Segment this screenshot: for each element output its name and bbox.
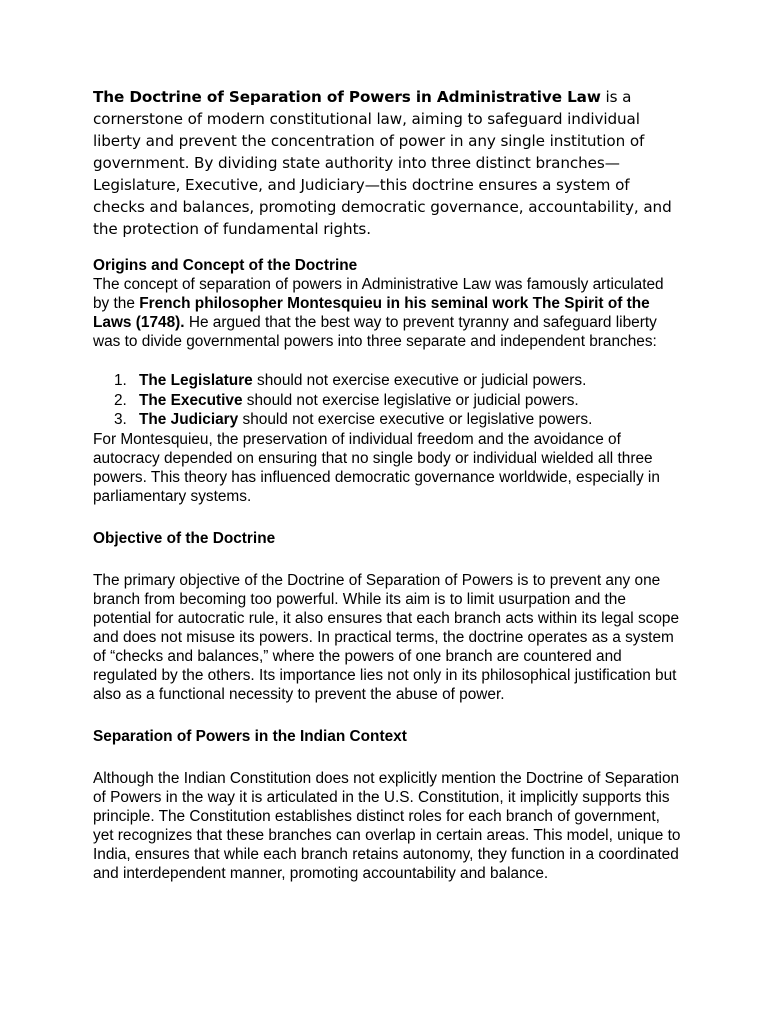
origins-paragraph-1 — [93, 275, 683, 351]
list-item-bold: The Legislature — [139, 372, 253, 389]
list-number: 3. — [114, 411, 127, 428]
list-item-bold: The Executive — [139, 391, 243, 409]
indian-context-paragraph: Although the Indian Constitution does not explicitly mention the Doctrine of Separation of Powers in the way it is articulated in the U.S. Constitution, it implicitly supports this principle. The Constitution establishes distinct roles for each branch of government, yet recognizes that these branches can overlap in certain areas. This model, unique to India, ensures that while each branch retains autonomy, they function in a coordinated and interdependent manner, promoting accountability and balance. — [93, 769, 681, 882]
origins-heading: Origins and Concept of the Doctrine — [93, 257, 358, 274]
document-page — [93, 86, 683, 883]
branches-list — [93, 371, 683, 430]
list-item-bold: The Judiciary — [139, 411, 239, 428]
list-item — [93, 410, 683, 430]
list-item-text: should not exercise executive or legislative powers. — [238, 411, 593, 428]
objective-heading: Objective of the Doctrine — [93, 529, 276, 547]
indian-context-heading: Separation of Powers in the Indian Context — [93, 727, 407, 745]
origins-p1-bold: French philosopher Montesquieu in his seminal work The Spirit of the Laws (1748). — [93, 295, 650, 331]
origins-p1-b: He argued that the best way to prevent tyranny and safeguard liberty was to divide governmental powers into three separate and independent branches: — [93, 314, 657, 350]
list-number: 1. — [114, 372, 127, 389]
intro-text: is a cornerstone of modern constitutional law, aiming to safeguard individual liberty and prevent the concentration of power in any single institution of government. By dividing state authority into three distinct branches—Legislature, Executive, and Judiciary—this doctrine ensures a system of checks and balances, promoting democratic governance, accountability, and the protection of fundamental rights. — [93, 88, 672, 238]
list-number: 2. — [114, 391, 127, 409]
origins-paragraph-2: For Montesquieu, the preservation of individual freedom and the avoidance of autocracy depended on ensuring that no single body or individual wielded all three powers. This theory has influenced democratic governance worldwide, especially in parliamentary systems. — [93, 430, 660, 505]
list-item-text: should not exercise legislative or judicial powers. — [242, 391, 579, 409]
intro-paragraph — [93, 86, 683, 240]
objective-paragraph: The primary objective of the Doctrine of Separation of Powers is to prevent any one branch from becoming too powerful. While its aim is to limit usurpation and the potential for autocratic rule, it also ensures that each branch acts within its legal scope and does not misuse its powers. In practical terms, the doctrine operates as a system of “checks and balances,” where the powers of one branch are countered and regulated by the others. Its importance lies not only in its philosophical justification but also as a functional necessity to prevent the abuse of power. — [93, 571, 680, 703]
list-item — [93, 391, 683, 411]
list-item — [93, 371, 683, 391]
list-item-text: should not exercise executive or judicial powers. — [252, 372, 587, 389]
origins-p1-a: The concept of separation of powers in Administrative Law was famously articulated by the — [93, 276, 664, 312]
intro-lead-bold: The Doctrine of Separation of Powers in Administrative Law — [93, 88, 601, 106]
